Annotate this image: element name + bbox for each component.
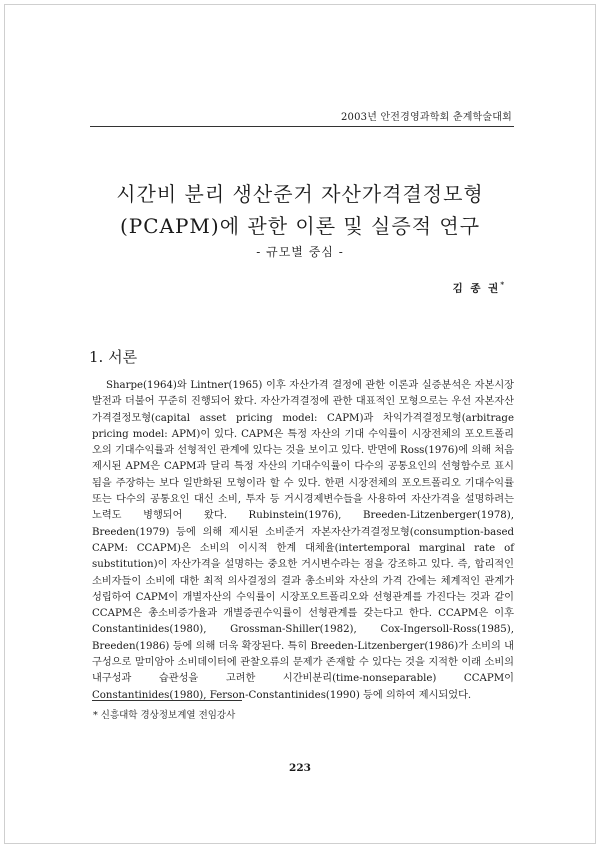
body-paragraph: Sharpe(1964)와 Lintner(1965) 이후 자산가격 결정에 관한 이론과 실증분석은 자본시장 발전과 더불어 꾸준히 진행되어 왔다. 자산가격결정에 관한 대표적인 모형으로는 우선 자본자산가격결정모형(capital asset pricing model: CAPM)과 차익가격결정모형(arbitrage pricing model: APM)이 있다. CAPM은 특정 자산의 기대 수익률이 시장전체의 포오트폴리오의 기대수익률과 선형적인 관계에 있다는 것을 보이고 있다. 반면에 Ross(1976)에 의해 처음 제시된 APM은 CAPM과 달리 특정 자산의 기대수익률이 다수의 공통요인의 선형함수로 표시됨을 주장하는 보다 일반화된 모형이라 할 수 있다. 한편 시장전체의 포오트폴리오 기대수익률 또는 다수의 공통요인 대신 소비, 투자 등 거시경제변수들을 사용하여 자산가격을 설명하려는 노력도 병행되어 왔다. Rubinstein(1976), Breeden-Litzenberger(1978), Breeden(1979) 등에 의해 제시된 소비준거 자본자산가격결정모형(consumption-based CAPM: CCAPM)은 소비의 이시적 한계 대체율(intertemporal marginal rate of substitution)이 자산가격을 설명하는 중요한 거시변수라는 점을 강조하고 있다. 즉, 합리적인 소비자들이 소비에 대한 최적 의사결정의 결과 총소비와 자산의 가격 간에는 체계적인 관계가 성립하여 CAPM이 개별자산의 수익률이 시장포오트폴리오와 선형관계를 가진다는 것과 같이 CCAPM은 총소비증가율과 개별증권수익률이 선형관계를 갖는다고 한다. CCAPM은 이후 Constantinides(1980), Grossman-Shiller(1982), Cox-Ingersoll-Ross(1985), Breeden(1986) 등에 의해 더욱 확장된다. 특히 Breeden-Litzenberger(1986)가 소비의 내구성으로 말미암아 소비데이터에 관찰오류의 문제가 존재할 수 있다는 것을 지적한 이래 소비의 내구성과 습관성을 고려한 시간비분리(time-nonseparable) CCAPM이 Constantinides(1980), Ferson-Constantinides(1990) 등에 의하여 제시되었다. [92, 380, 514, 701]
header-rule [90, 126, 514, 127]
footnote: * 신흥대학 경상정보계열 전임강사 [93, 710, 236, 721]
page-number: 223 [289, 762, 311, 774]
section-heading: 1. 서론 [89, 348, 138, 366]
footnote-rule [92, 700, 242, 701]
title-line-1: 시간비 분리 생산준거 자산가격결정모형 [116, 182, 484, 206]
author-footnote-mark: * [500, 280, 504, 289]
title-line-2: (PCAPM)에 관한 이론 및 실증적 연구 [119, 214, 481, 238]
body-text [92, 378, 514, 704]
author-name: 김 종 권 [452, 282, 501, 295]
subtitle: - 규모별 중심 - [256, 245, 344, 259]
conference-header: 2003년 안전경영과학회 춘계학술대회 [340, 112, 512, 123]
author [453, 280, 504, 296]
